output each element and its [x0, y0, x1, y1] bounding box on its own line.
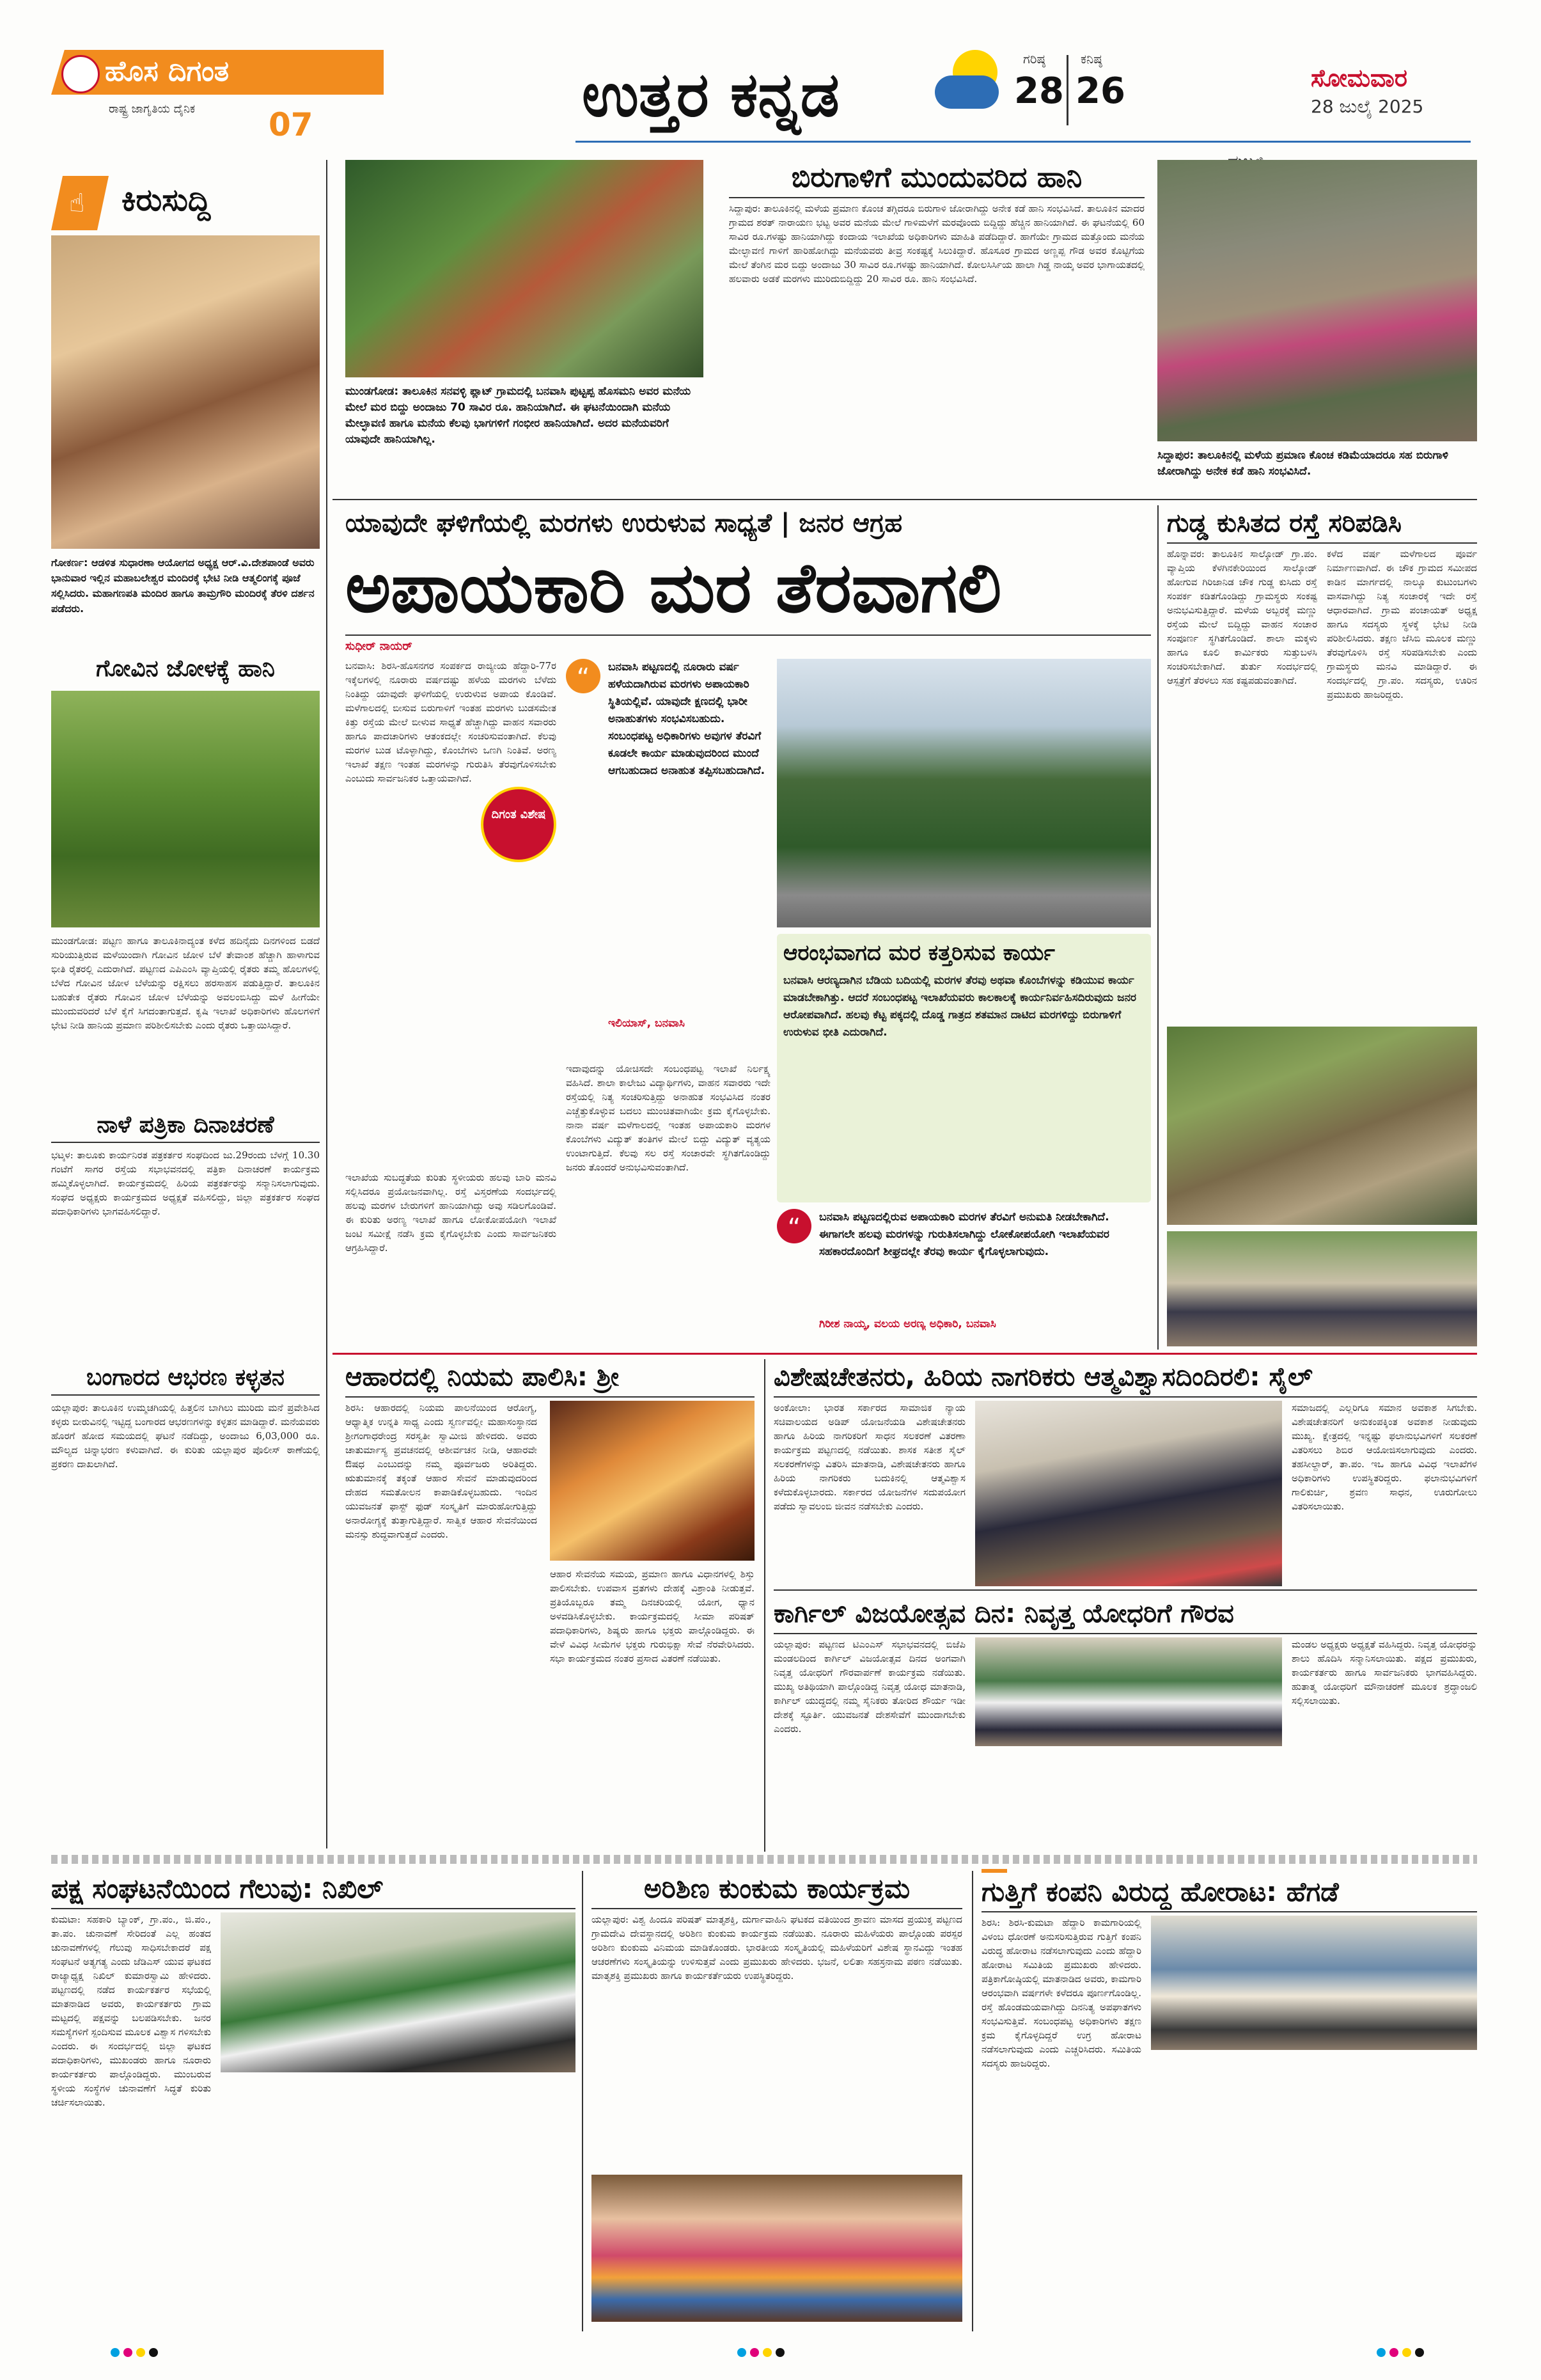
- roadside-trees-photo: [777, 659, 1151, 927]
- landslide-photo: [1167, 1027, 1477, 1225]
- food-story-text2: ಆಹಾರ ಸೇವನೆಯ ಸಮಯ, ಪ್ರಮಾಣ ಹಾಗೂ ವಿಧಾನಗಳಲ್ಲಿ ಶಿಸ್ತು ಪಾಲಿಸಬೇಕು. ಉಪವಾಸ ವ್ರತಗಳು ದೇಹಕ್ಕೆ ವಿಶ್ರಾಂತಿ ನೀಡುತ್ತವೆ. ಪ್ರತಿಯೊಬ್ಬರೂ ತಮ್ಮ ದಿನಚರಿಯಲ್ಲಿ ಯೋಗ, ಧ್ಯಾನ ಅಳವಡಿಸಿಕೊಳ್ಳಬೇಕು. ಕಾರ್ಯಕ್ರಮದಲ್ಲಿ ಸೀಮಾ ಪರಿಷತ್ ಪದಾಧಿಕಾರಿಗಳು, ಶಿಷ್ಯರು ಹಾಗೂ ಭಕ್ತರು ಪಾಲ್ಗೊಂಡಿದ್ದರು. ಈ ವೇಳೆ ವಿವಿಧ ಸೀಮೆಗಳ ಭಕ್ತರು ಗುರುಭಿಕ್ಷಾ ಸೇವೆ ನೆರವೇರಿಸಿದರು. ಸಭಾ ಕಾರ್ಯಕ್ರಮದ ನಂತರ ಪ್ರಸಾದ ವಿತರಣೆ ನಡೆಯಿತು.: [550, 1568, 755, 1664]
- road-story-text: ಹೊನ್ನಾವರ: ತಾಲೂಕಿನ ಸಾಲ್ಕೋಡ್ ಗ್ರಾ.ಪಂ. ವ್ಯಾಪ್ತಿಯ ಕೆಳಗಿನಕೇರಿಯಿಂದ ಸಾಲ್ಕೋಡ್ ಹೋಗುವ ಗಿರಿಜಾನಿಡ ಚೌಕ ಗುಡ್ಡ ಕುಸಿದು ರಸ್ತೆ ಸಂಪರ್ಕ ಕಡಿತಗೊಂಡಿದ್ದು ಗ್ರಾಮಸ್ಥರು ಸಂಕಷ್ಟ ಅನುಭವಿಸುತ್ತಿದ್ದಾರೆ. ಮಳೆಯ ಅಬ್ಬರಕ್ಕೆ ಮಣ್ಣು ರಸ್ತೆಯ ಮೇಲೆ ಬಿದ್ದಿದ್ದು ವಾಹನ ಸಂಚಾರ ಸಂಪೂರ್ಣ ಸ್ಥಗಿತಗೊಂಡಿದೆ. ಶಾಲಾ ಮಕ್ಕಳು ಹಾಗೂ ಕೂಲಿ ಕಾರ್ಮಿಕರು ಸುತ್ತುಬಳಸಿ ಸಂಚರಿಸಬೇಕಾಗಿದೆ. ತುರ್ತು ಸಂದರ್ಭದಲ್ಲಿ ಆಸ್ಪತ್ರೆಗೆ ತೆರಳಲು ಸಹ ಕಷ್ಟಪಡುವಂತಾಗಿದೆ.: [1167, 548, 1317, 686]
- pointing-hand-icon: ☝: [69, 189, 85, 218]
- kirusuddi-header: [51, 176, 320, 230]
- roadside-photo-title: ಆರಂಭವಾಗದ ಮರ ಕತ್ತರಿಸುವ ಕಾರ್ಯ: [783, 940, 1055, 966]
- kargil-story-title: ಕಾರ್ಗಿಲ್ ವಿಜಯೋತ್ಸವ ದಿನ: ನಿವೃತ್ತ ಯೋಧರಿಗೆ ಗೌರವ: [774, 1599, 1234, 1628]
- quote-mark-icon: “: [566, 659, 600, 693]
- left-story2-text: ಭಟ್ಕಳ: ತಾಲೂಕು ಕಾರ್ಯನಿರತ ಪತ್ರಕರ್ತರ ಸಂಘದಿಂದ ಜು.29ರಂದು ಬೆಳಗ್ಗೆ 10.30 ಗಂಟೆಗೆ ಸಾಗರ ರಸ್ತೆಯ ಸಭಾಭವನದಲ್ಲಿ ಪತ್ರಿಕಾ ದಿನಾಚರಣೆ ಕಾರ್ಯಕ್ರಮ ಹಮ್ಮಿಕೊಳ್ಳಲಾಗಿದೆ. ಕಾರ್ಯಕ್ರಮದಲ್ಲಿ ಹಿರಿಯ ಪತ್ರಕರ್ತರನ್ನು ಸನ್ಮಾನಿಸಲಾಗುವುದು. ಸಂಘದ ಅಧ್ಯಕ್ಷರು ಕಾರ್ಯಕ್ರಮದ ಅಧ್ಯಕ್ಷತೆ ವಹಿಸಲಿದ್ದು, ಜಿಲ್ಲಾ ಪತ್ರಕರ್ತರ ಸಂಘದ ಪದಾಧಿಕಾರಿಗಳು ಭಾಗವಹಿಸಲಿದ್ದಾರೆ.: [51, 1149, 320, 1217]
- divider: [774, 1633, 1477, 1634]
- column-divider: [582, 1871, 583, 2331]
- bottom-story3-accent-bar: [982, 1869, 1007, 1873]
- registration-marks-right: [1375, 2347, 1426, 2360]
- gokarna-photo: [51, 235, 320, 549]
- temp-min: 26: [1076, 70, 1125, 112]
- row-divider: [332, 499, 1477, 500]
- temp-max-label: ಗರಿಷ್ಠ: [1023, 51, 1045, 67]
- masthead-date: 28 ಜುಲೈ 2025: [1311, 96, 1424, 117]
- column-divider: [326, 160, 327, 1848]
- divider: [591, 1908, 962, 1909]
- corn-field-photo: [51, 691, 320, 927]
- disabled-story-text: ಅಂಕೋಲಾ: ಭಾರತ ಸರ್ಕಾರದ ಸಾಮಾಜಿಕ ನ್ಯಾಯ ಸಚಿವಾಲಯದ ಅಡಿಪ್ ಯೋಜನೆಯಡಿ ವಿಶೇಷಚೇತನರು ಹಾಗೂ ಹಿರಿಯ ನಾಗರಿಕರಿಗೆ ಸಾಧನ ಸಲಕರಣೆ ವಿತರಣಾ ಕಾರ್ಯಕ್ರಮ ಪಟ್ಟಣದಲ್ಲಿ ನಡೆಯಿತು. ಶಾಸಕ ಸತೀಶ ಸೈಲ್ ಸಲಕರಣೆಗಳನ್ನು ವಿತರಿಸಿ ಮಾತನಾಡಿ, ವಿಶೇಷಚೇತನರು ಹಾಗೂ ಹಿರಿಯ ನಾಗರಿಕರು ಬದುಕಿನಲ್ಲಿ ಆತ್ಮವಿಶ್ವಾಸ ಕಳೆದುಕೊಳ್ಳಬಾರದು. ಸರ್ಕಾರದ ಯೋಜನೆಗಳ ಸದುಪಯೋಗ ಪಡೆದು ಸ್ವಾವಲಂಬಿ ಜೀವನ ನಡೆಸಬೇಕು ಎಂದರು.: [774, 1402, 966, 1512]
- roadside-photo-body: ಬನವಾಸಿ ಆರಣ್ಯದಾಗಿನ ಬೆಡಿಯ ಬದಿಯಲ್ಲಿ ಮರಗಳ ತೆರವು ಅಥವಾ ಕೊಂಬೆಗಳನ್ನು ಕಡಿಯುವ ಕಾರ್ಯ ಮಾಡಬೇಕಾಗಿತ್ತು. ಆದರೆ ಸಂಬಂಧಪಟ್ಟ ಇಲಾಖೆಯವರು ಕಾಲಕಾಲಕ್ಕೆ ಕಾರ್ಯನಿರ್ವಹಿಸದಿರುವುದು ಜನರ ಆರೋಪವಾಗಿದೆ. ಹಲವು ಕೆಟ್ಟ ಪಕ್ಕದಲ್ಲಿ ದೊಡ್ಡ ಗಾತ್ರದ ಶತಮಾನ ದಾಟಿದ ಮರಗಳಿದ್ದು ಬಿರುಗಾಳಿಗೆ ಉರುಳುವ ಭೀತಿ ಎದುರಾಗಿದೆ.: [783, 974, 1137, 1039]
- logo-text: ಹೊಸ ದಿಗಂತ: [105, 55, 230, 88]
- lead-text-a: ಬನವಾಸಿ: ಶಿರಸಿ-ಹೊಸನಗರ ಸಂಪರ್ಕದ ರಾಜ್ಯೀಯ ಹೆದ್ದಾರಿ-77ರ ಇಕ್ಕೆಲಗಳಲ್ಲಿ ನೂರಾರು ವರ್ಷದಷ್ಟು ಹಳೆಯ ಮರಗಳು ಬೆಳೆದು ನಿಂತಿದ್ದು ಯಾವುದೇ ಘಳಿಗೆಯಲ್ಲಿ ಉರುಳುವ ಅಪಾಯ ಕೊಂಡಿವೆ. ಮಳೆಗಾಲದಲ್ಲಿ ಬೀಸುವ ಬಿರುಗಾಳಿಗೆ ಇಂತಹ ಮರಗಳು ಬುಡಸಮೇತ ಕಿತ್ತು ರಸ್ತೆಯ ಮೇಲೆ ಬೀಳುವ ಸಾಧ್ಯತೆ ಹೆಚ್ಚಾಗಿದ್ದು ವಾಹನ ಸವಾರರು ಹಾಗೂ ಪಾದಚಾರಿಗಳು ಆತಂಕದಲ್ಲೇ ಸಂಚರಿಸುವಂತಾಗಿದೆ. ಕೆಲವು ಮರಗಳ ಬುಡ ಟೊಳ್ಳಾಗಿದ್ದು, ಕೊಂಬೆಗಳು ಒಣಗಿ ನಿಂತಿವೆ. ಅರಣ್ಯ ಇಲಾಖೆ ತಕ್ಷಣ ಇಂತಹ ಮರಗಳನ್ನು ಗುರುತಿಸಿ ತೆರವುಗೊಳಿಸಬೇಕು ಎಂಬುದು ಸಾರ್ವಜನಿಕರ ಒತ್ತಾಯವಾಗಿದೆ.: [345, 660, 556, 784]
- quote-box-1: [566, 659, 770, 1055]
- divider: [51, 1142, 320, 1143]
- quote-box-2: [777, 1209, 1151, 1343]
- quote-1-text: ಬನವಾಸಿ ಪಟ್ಟಣದಲ್ಲಿ ನೂರಾರು ವರ್ಷ ಹಳೆಯದಾಗಿರುವ ಮರಗಳು ಅಪಾಯಕಾರಿ ಸ್ಥಿತಿಯಲ್ಲಿವೆ. ಯಾವುದೇ ಕ್ಷಣದಲ್ಲಿ ಭಾರೀ ಅನಾಹುತಗಳು ಸಂಭವಿಸಬಹುದು. ಸಂಬಂಧಪಟ್ಟ ಅಧಿಕಾರಿಗಳು ಅವುಗಳ ತೆರವಿಗೆ ಕೂಡಲೇ ಕಾರ್ಯ ಮಾಡುವುದರಿಂದ ಮುಂದೆ ಆಗಬಹುದಾದ ಅನಾಹುತ ತಪ್ಪಿಸಬಹುದಾಗಿದೆ.: [608, 661, 765, 777]
- divider: [51, 1908, 575, 1909]
- road-story-text2: ಕಳೆದ ವರ್ಷ ಮಳೆಗಾಲದ ಪೂರ್ವ ನಿರ್ಮಾಣವಾಗಿದೆ. ಈ ಚೌಕ ಗ್ರಾಮದ ಸಮೀಪದ ಕಾಡಿನ ಮಾರ್ಗದಲ್ಲಿ ನಾಲ್ಕೂ ಕುಟುಂಬಗಳು ವಾಸವಾಗಿದ್ದು ನಿತ್ಯ ಸಂಚಾರಕ್ಕೆ ಇದೇ ರಸ್ತೆ ಆಧಾರವಾಗಿದೆ. ಗ್ರಾಮ ಪಂಚಾಯತ್ ಅಧ್ಯಕ್ಷ ಹಾಗೂ ಸದಸ್ಯರು ಸ್ಥಳಕ್ಕೆ ಭೇಟಿ ನೀಡಿ ಪರಿಶೀಲಿಸಿದರು. ತಕ್ಷಣ ಜೆಸಿಬಿ ಮೂಲಕ ಮಣ್ಣು ತೆರವುಗೊಳಿಸಿ ರಸ್ತೆ ಸರಿಪಡಿಸಬೇಕು ಎಂದು ಗ್ರಾಮಸ್ಥರು ಮನವಿ ಮಾಡಿದ್ದಾರೆ. ಈ ಸಂದರ್ಭದಲ್ಲಿ ಗ್ರಾ.ಪಂ. ಸದಸ್ಯರು, ಊರಿನ ಪ್ರಮುಖರು ಹಾಜರಿದ್ದರು.: [1327, 548, 1477, 700]
- road-story-title: ಗುಡ್ಡ ಕುಸಿತದ ರಸ್ತೆ ಸರಿಪಡಿಸಿ: [1167, 508, 1402, 538]
- page-number: 07: [269, 106, 313, 143]
- left-story1-text: ಮುಂಡಗೋಡ: ಪಟ್ಟಣ ಹಾಗೂ ತಾಲೂಕಿನಾದ್ಯಂತ ಕಳೆದ ಹದಿನೈದು ದಿನಗಳಿಂದ ಬಿಡದೆ ಸುರಿಯುತ್ತಿರುವ ಮಳೆಯಿಂದಾಗಿ ಗೋವಿನ ಜೋಳ ಬೆಳೆ ತೇವಾಂಶ ಹೆಚ್ಚಾಗಿ ಹಾಳಾಗುವ ಭೀತಿ ರೈತರಲ್ಲಿ ಎದುರಾಗಿದೆ. ಪಟ್ಟಣದ ಎಪಿಎಂಸಿ ವ್ಯಾಪ್ತಿಯಲ್ಲಿ ರೈತರು ತಮ್ಮ ಹೊಲಗಳಲ್ಲಿ ಬೆಳೆದ ಗೋವಿನ ಜೋಳ ಬೆಳೆಯನ್ನು ರಕ್ಷಿಸಲು ಹರಸಾಹಸ ಪಡುತ್ತಿದ್ದಾರೆ. ತಾಲೂಕಿನ ಬಹುತೇಕ ರೈತರು ಗೋವಿನ ಜೋಳ ಬೆಳೆಯನ್ನು ಅವಲಂಬಿಸಿದ್ದು ಮಳೆ ಹೀಗೆಯೇ ಮುಂದುವರಿದರೆ ಬೆಳೆ ಕೈಗೆ ಸಿಗದಂತಾಗುತ್ತದೆ. ಕೃಷಿ ಇಲಾಖೆ ಅಧಿಕಾರಿಗಳು ಹೊಲಗಳಿಗೆ ಭೇಟಿ ನೀಡಿ ಹಾನಿಯ ಪ್ರಮಾಣ ಪರಿಶೀಲಿಸಬೇಕು ಎಂದು ರೈತರು ಒತ್ತಾಯಿಸಿದ್ದಾರೆ.: [51, 935, 320, 1031]
- column-divider: [764, 1359, 765, 1852]
- left-story3-title: ಬಂಗಾರದ ಆಭರಣ ಕಳ್ಳತನ: [86, 1364, 285, 1391]
- collapsed-house-caption: ಸಿದ್ದಾಪುರ: ತಾಲೂಕಿನಲ್ಲಿ ಮಳೆಯ ಪ್ರಮಾಣ ಕೊಂಚ ಕಡಿಮೆಯಾದರೂ ಸಹ ಬಿರುಗಾಳಿ ಜೋರಾಗಿದ್ದು ಅನೇಕ ಕಡೆ ಹಾನಿ ಸಂಭವಿಸಿದೆ.: [1157, 449, 1449, 478]
- women-group-photo: [591, 2175, 962, 2322]
- masthead-day: ಸೋಮವಾರ: [1311, 64, 1407, 92]
- quote-2-byline: ಗಿರೀಶ ನಾಯ್ಕ, ವಲಯ ಅರಣ್ಯ ಅಧಿಕಾರಿ, ಬನವಾಸಿ: [819, 1318, 996, 1330]
- registration-marks-center: [735, 2347, 786, 2360]
- tree-fall-caption: ಮುಂಡಗೋಡ: ತಾಲೂಕಿನ ಸನವಳ್ಳಿ ಪ್ಲಾಟ್ ಗ್ರಾಮದಲ್ಲಿ ಬನವಾಸಿ ಪುಟ್ಟಪ್ಪ ಹೊಸಮನಿ ಅವರ ಮನೆಯ ಮೇಲೆ ಮರ ಬಿದ್ದು ಅಂದಾಜು 70 ಸಾವಿರ ರೂ. ಹಾನಿಯಾಗಿದೆ. ಈ ಘಟನೆಯಿಂದಾಗಿ ಮನೆಯ ಮೇಲ್ಛಾವಣಿ ಹಾಗೂ ಮನೆಯ ಕೆಲವು ಭಾಗಗಳಿಗೆ ಗಂಭೀರ ಹಾನಿಯಾಗಿದೆ. ಅದರ ಮನೆಯವರಿಗೆ ಯಾವುದೇ ಹಾನಿಯಾಗಿಲ್ಲ.: [345, 385, 691, 446]
- logo-block: [51, 50, 384, 143]
- kirusuddi-title: ಕಿರುಸುದ್ದಿ: [121, 182, 211, 218]
- row-divider: [774, 1589, 1477, 1591]
- lead-text-c: ಇಲಾಖೆಯ ಸುಬದ್ಧತೆಯ ಕುರಿತು ಸ್ಥಳೀಯರು ಹಲವು ಬಾರಿ ಮನವಿ ಸಲ್ಲಿಸಿದರೂ ಪ್ರಯೋಜನವಾಗಿಲ್ಲ. ರಸ್ತೆ ವಿಸ್ತರಣೆಯ ಸಂದರ್ಭದಲ್ಲಿ ಹಲವು ಮರಗಳ ಬೇರುಗಳಿಗೆ ಹಾನಿಯಾಗಿದ್ದು ಅವು ಸಡಿಲಗೊಂಡಿವೆ. ಈ ಕುರಿತು ಅರಣ್ಯ ಇಲಾಖೆ ಹಾಗೂ ಲೋಕೋಪಯೋಗಿ ಇಲಾಖೆ ಜಂಟಿ ಸಮೀಕ್ಷೆ ನಡೆಸಿ ಕ್ರಮ ಕೈಗೊಳ್ಳಬೇಕು ಎಂದು ಸಾರ್ವಜನಿಕರು ಆಗ್ರಹಿಸಿದ್ದಾರೆ.: [345, 1172, 556, 1254]
- bottom-story1-text: ಕುಮಟಾ: ಸಹಕಾರಿ ಬ್ಯಾಂಕ್, ಗ್ರಾ.ಪಂ., ಜಿ.ಪಂ., ತಾ.ಪಂ. ಚುನಾವಣೆ ಸೇರಿದಂತೆ ಎಲ್ಲ ಹಂತದ ಚುನಾವಣೆಗಳಲ್ಲಿ ಗೆಲುವು ಸಾಧಿಸಬೇಕಾದರೆ ಪಕ್ಷ ಸಂಘಟನೆ ಅತ್ಯಗತ್ಯ ಎಂದು ಜೆಡಿಎಸ್ ಯುವ ಘಟಕದ ರಾಜ್ಯಾಧ್ಯಕ್ಷ ನಿಖಿಲ್ ಕುಮಾರಸ್ವಾಮಿ ಹೇಳಿದರು. ಪಟ್ಟಣದಲ್ಲಿ ನಡೆದ ಕಾರ್ಯಕರ್ತರ ಸಭೆಯಲ್ಲಿ ಮಾತನಾಡಿದ ಅವರು, ಕಾರ್ಯಕರ್ತರು ಗ್ರಾಮ ಮಟ್ಟದಲ್ಲಿ ಪಕ್ಷವನ್ನು ಬಲಪಡಿಸಬೇಕು. ಜನರ ಸಮಸ್ಯೆಗಳಿಗೆ ಸ್ಪಂದಿಸುವ ಮೂಲಕ ವಿಶ್ವಾಸ ಗಳಿಸಬೇಕು ಎಂದರು. ಈ ಸಂದರ್ಭದಲ್ಲಿ ಜಿಲ್ಲಾ ಘಟಕದ ಪದಾಧಿಕಾರಿಗಳು, ಮುಖಂಡರು ಹಾಗೂ ನೂರಾರು ಕಾರ್ಯಕರ್ತರು ಪಾಲ್ಗೊಂಡಿದ್ದರು. ಮುಂಬರುವ ಸ್ಥಳೀಯ ಸಂಸ್ಥೆಗಳ ಚುನಾವಣೆಗೆ ಸಿದ್ಧತೆ ಕುರಿತು ಚರ್ಚಿಸಲಾಯಿತು.: [51, 1914, 211, 2108]
- edition-title: ಉತ್ತರ ಕನ್ನಡ: [582, 59, 840, 130]
- food-story-title: ಆಹಾರದಲ್ಲಿ ನಿಯಮ ಪಾಲಿಸಿ: ಶ್ರೀ: [345, 1362, 620, 1392]
- bottom-divider: [51, 1855, 1477, 1864]
- disabled-story-text2: ಸಮಾಜದಲ್ಲಿ ಎಲ್ಲರಿಗೂ ಸಮಾನ ಅವಕಾಶ ಸಿಗಬೇಕು. ವಿಶೇಷಚೇತನರಿಗೆ ಅನುಕಂಪಕ್ಕಿಂತ ಅವಕಾಶ ನೀಡುವುದು ಮುಖ್ಯ. ಕ್ಷೇತ್ರದಲ್ಲಿ ಇನ್ನಷ್ಟು ಫಲಾನುಭವಿಗಳಿಗೆ ಸಲಕರಣೆ ವಿತರಿಸಲು ಶಿಬಿರ ಆಯೋಜಿಸಲಾಗುವುದು ಎಂದರು. ತಹಸೀಲ್ದಾರ್, ತಾ.ಪಂ. ಇಒ ಹಾಗೂ ವಿವಿಧ ಇಲಾಖೆಗಳ ಅಧಿಕಾರಿಗಳು ಉಪಸ್ಥಿತರಿದ್ದರು. ಫಲಾನುಭವಿಗಳಿಗೆ ಗಾಲಿಕುರ್ಚಿ, ಶ್ರವಣ ಸಾಧನ, ಊರುಗೋಲು ವಿತರಿಸಲಾಯಿತು.: [1292, 1402, 1477, 1512]
- logo-emblem-icon: [61, 55, 100, 93]
- caption-box: [777, 934, 1151, 1202]
- quote-1-byline: ಇಲಿಯಾಸ್, ಬನವಾಸಿ: [608, 1017, 685, 1030]
- divider: [774, 1396, 1477, 1398]
- kargil-story-text: ಯಲ್ಲಾಪುರ: ಪಟ್ಟಣದ ಟಿಎಂಎಸ್ ಸಭಾಭವನದಲ್ಲಿ ಬಿಜೆಪಿ ಮಂಡಲದಿಂದ ಕಾರ್ಗಿಲ್ ವಿಜಯೋತ್ಸವ ದಿನದ ಅಂಗವಾಗಿ ನಿವೃತ್ತ ಯೋಧರಿಗೆ ಗೌರವಾರ್ಪಣೆ ಕಾರ್ಯಕ್ರಮ ನಡೆಯಿತು. ಮುಖ್ಯ ಅತಿಥಿಯಾಗಿ ಪಾಲ್ಗೊಂಡಿದ್ದ ನಿವೃತ್ತ ಯೋಧ ಮಾತನಾಡಿ, ಕಾರ್ಗಿಲ್ ಯುದ್ಧದಲ್ಲಿ ನಮ್ಮ ಸೈನಿಕರು ತೋರಿದ ಶೌರ್ಯ ಇಡೀ ದೇಶಕ್ಕೆ ಸ್ಫೂರ್ತಿ. ಯುವಜನತೆ ದೇಶಸೇವೆಗೆ ಮುಂದಾಗಬೇಕು ಎಂದರು.: [774, 1639, 966, 1735]
- row-divider: [332, 1353, 1477, 1355]
- bottom-story3-text: ಶಿರಸಿ: ಶಿರಸಿ-ಕುಮಟಾ ಹೆದ್ದಾರಿ ಕಾಮಗಾರಿಯಲ್ಲಿ ವಿಳಂಬ ಧೋರಣೆ ಅನುಸರಿಸುತ್ತಿರುವ ಗುತ್ತಿಗೆ ಕಂಪನಿ ವಿರುದ್ಧ ಹೋರಾಟ ನಡೆಸಲಾಗುವುದು ಎಂದು ಹೆದ್ದಾರಿ ಹೋರಾಟ ಸಮಿತಿಯ ಪ್ರಮುಖರು ಹೇಳಿದರು. ಪತ್ರಿಕಾಗೋಷ್ಠಿಯಲ್ಲಿ ಮಾತನಾಡಿದ ಅವರು, ಕಾಮಗಾರಿ ಆರಂಭವಾಗಿ ವರ್ಷಗಳೇ ಕಳೆದರೂ ಪೂರ್ಣಗೊಂಡಿಲ್ಲ. ರಸ್ತೆ ಹೊಂಡಮಯವಾಗಿದ್ದು ದಿನನಿತ್ಯ ಅಪಘಾತಗಳು ಸಂಭವಿಸುತ್ತಿವೆ. ಸಂಬಂಧಪಟ್ಟ ಅಧಿಕಾರಿಗಳು ತಕ್ಷಣ ಕ್ರಮ ಕೈಗೊಳ್ಳದಿದ್ದರೆ ಉಗ್ರ ಹೋರಾಟ ನಡೆಸಲಾಗುವುದು ಎಂದು ಎಚ್ಚರಿಸಿದರು. ಸಮಿತಿಯ ಸದಸ್ಯರು ಹಾಜರಿದ್ದರು.: [982, 1917, 1141, 2069]
- temp-max: 28: [1014, 70, 1064, 112]
- equipment-distribution-photo: [975, 1401, 1282, 1586]
- wind-story-title: ಬಿರುಗಾಳಿಗೆ ಮುಂದುವರಿದ ಹಾನಿ: [791, 161, 1083, 194]
- digantha-vishesha-badge: [481, 787, 556, 862]
- divider: [345, 1396, 755, 1398]
- weather-cloud-icon: [935, 75, 999, 109]
- press-meet-photo: [1151, 1916, 1477, 2050]
- swamiji-photo: [550, 1401, 755, 1561]
- divider: [345, 634, 1151, 636]
- bottom-story2-title: ಅರಿಶಿಣ ಕುಂಕುಮ ಕಾರ್ಯಕ್ರಮ: [643, 1873, 911, 1904]
- left-story3-text: ಯಲ್ಲಾಪುರ: ತಾಲೂಕಿನ ಉಮ್ಮಚಗಿಯಲ್ಲಿ ಹಿತ್ತಲಿನ ಬಾಗಿಲು ಮುರಿದು ಮನೆ ಪ್ರವೇಶಿಸಿದ ಕಳ್ಳರು ಬೀರುವಿನಲ್ಲಿ ಇಟ್ಟಿದ್ದ ಬಂಗಾರದ ಆಭರಣಗಳನ್ನು ಕಳ್ಳತನ ಮಾಡಿದ್ದಾರೆ. ಮನೆಯವರು ಹೊರಗೆ ಹೋದ ಸಮಯದಲ್ಲಿ ಘಟನೆ ನಡೆದಿದ್ದು, ಅಂದಾಜು 6,03,000 ರೂ. ಮೌಲ್ಯದ ಚಿನ್ನಾಭರಣ ಕಳುವಾಗಿದೆ. ಈ ಕುರಿತು ಯಲ್ಲಾಪುರ ಪೊಲೀಸ್ ಠಾಣೆಯಲ್ಲಿ ಪ್ರಕರಣ ದಾಖಲಾಗಿದೆ.: [51, 1402, 320, 1470]
- lead-kicker: ಯಾವುದೇ ಘಳಿಗೆಯಲ್ಲಿ ಮರಗಳು ಉರುಳುವ ಸಾಧ್ಯತೆ | ಜನರ ಆಗ್ರಹ: [345, 508, 903, 538]
- temp-divider: [1067, 55, 1068, 125]
- divider: [1167, 542, 1477, 544]
- masthead: [0, 0, 1541, 154]
- divider: [982, 1911, 1477, 1912]
- inspection-photo: [1167, 1231, 1477, 1346]
- bottom-story2-text: ಯಲ್ಲಾಪುರ: ವಿಶ್ವ ಹಿಂದೂ ಪರಿಷತ್ ಮಾತೃಶಕ್ತಿ, ದುರ್ಗಾವಾಹಿನಿ ಘಟಕದ ವತಿಯಿಂದ ಶ್ರಾವಣ ಮಾಸದ ಪ್ರಯುಕ್ತ ಪಟ್ಟಣದ ಗ್ರಾಮದೇವಿ ದೇವಸ್ಥಾನದಲ್ಲಿ ಅರಿಶಿಣ ಕುಂಕುಮ ಕಾರ್ಯಕ್ರಮ ನಡೆಯಿತು. ನೂರಾರು ಮಹಿಳೆಯರು ಪಾಲ್ಗೊಂಡು ಪರಸ್ಪರ ಅರಿಶಿಣ ಕುಂಕುಮ ವಿನಿಮಯ ಮಾಡಿಕೊಂಡರು. ಭಾರತೀಯ ಸಂಸ್ಕೃತಿಯಲ್ಲಿ ಮಹಿಳೆಯರಿಗೆ ವಿಶೇಷ ಸ್ಥಾನವಿದ್ದು ಇಂತಹ ಆಚರಣೆಗಳು ಸಂಸ್ಕೃತಿಯನ್ನು ಉಳಿಸುತ್ತವೆ ಎಂದು ಪ್ರಮುಖರು ಹೇಳಿದರು. ಭಜನೆ, ಲಲಿತಾ ಸಹಸ್ರನಾಮ ಪಠಣ ನಡೆಯಿತು. ಮಾತೃಶಕ್ತಿ ಪ್ರಮುಖರು ಹಾಗೂ ಕಾರ್ಯಕರ್ತೆಯರು ಉಪಸ್ಥಿತರಿದ್ದರು.: [591, 1914, 962, 1982]
- wind-story-text: ಸಿದ್ದಾಪುರ: ತಾಲೂಕಿನಲ್ಲಿ ಮಳೆಯ ಪ್ರಮಾಣ ಕೊಂಚ ತಗ್ಗಿದರೂ ಬಿರುಗಾಳಿ ಜೋರಾಗಿದ್ದು ಅನೇಕ ಕಡೆ ಹಾನಿ ಸಂಭವಿಸಿದೆ. ತಾಲೂಕಿನ ಮಾದರ ಗ್ರಾಮದ ಶರತ್ ನಾರಾಯಣ ಭಟ್ಟ ಅವರ ಮನೆಯ ಮೇಲೆ ಗಾಳಿಮಳೆಗೆ ಮರವೊಂದು ಬಿದ್ದಿದ್ದು ಹೆಚ್ಚಿನ ಹಾನಿಯಾಗಿದೆ. ಈ ಘಟನೆಯಲ್ಲಿ 60 ಸಾವಿರ ರೂ.ಗಳಷ್ಟು ಹಾನಿಯಾಗಿದ್ದು ಕಂದಾಯ ಇಲಾಖೆಯ ಅಧಿಕಾರಿಗಳು ಮಾಹಿತಿ ಪಡೆದಿದ್ದಾರೆ. ಹಾಗೆಯೇ ಗ್ರಾಮದ ಮತ್ತೊಂದು ಮನೆಯ ಮೇಲ್ಛಾವಣಿ ಗಾಳಿಗೆ ಹಾರಿಹೋಗಿದ್ದು ಮನೆಯವರು ತೀವ್ರ ಸಂಕಷ್ಟಕ್ಕೆ ಸಿಲುಕಿದ್ದಾರೆ. ಹೊಸೂರ ಗ್ರಾಮದ ಅಣ್ಣಪ್ಪ ಗೌಡ ಅವರ ಕೊಟ್ಟಿಗೆಯ ಮೇಲೆ ತೆಂಗಿನ ಮರ ಬಿದ್ದು ಅಂದಾಜು 30 ಸಾವಿರ ರೂ.ಗಳಷ್ಟು ಹಾನಿಯಾಗಿದೆ. ಕೋಲಸಿರ್ಸಿಯ ಹಾಲಾ ಗಿಡ್ಡ ನಾಯ್ಕ ಅವರ ಭಾಗಾಯತದಲ್ಲಿ ಹಲವಾರು ಅಡಕೆ ಮರಗಳು ಮುರಿದುಬಿದ್ದಿದ್ದು 20 ಸಾವಿರ ರೂ. ಹಾನಿ ಸಂಭವಿಸಿದೆ.: [729, 203, 1145, 285]
- column-divider: [1157, 505, 1159, 1350]
- bottom-story1-title: ಪಕ್ಷ ಸಂಘಟನೆಯಿಂದ ಗೆಲುವು: ನಿಖಿಲ್: [51, 1873, 384, 1904]
- tree-fall-photo: [345, 160, 703, 377]
- lead-text-b: ಇದಾವುದನ್ನು ಯೋಚಿಸದೇ ಸಂಬಂಧಪಟ್ಟ ಇಲಾಖೆ ನಿರ್ಲಕ್ಷ್ಯ ವಹಿಸಿದೆ. ಶಾಲಾ ಕಾಲೇಜು ವಿದ್ಯಾರ್ಥಿಗಳು, ವಾಹನ ಸವಾರರು ಇದೇ ರಸ್ತೆಯಲ್ಲಿ ನಿತ್ಯ ಸಂಚರಿಸುತ್ತಿದ್ದು ಅನಾಹುತ ಸಂಭವಿಸಿದ ನಂತರ ಎಚ್ಚೆತ್ತುಕೊಳ್ಳುವ ಬದಲು ಮುಂಚಿತವಾಗಿಯೇ ಕ್ರಮ ಕೈಗೊಳ್ಳಬೇಕು. ನಾನಾ ವರ್ಷ ಮಳೆಗಾಲದಲ್ಲಿ ಇಂತಹ ಅಪಾಯಕಾರಿ ಮರಗಳ ಕೊಂಬೆಗಳು ವಿದ್ಯುತ್ ತಂತಿಗಳ ಮೇಲೆ ಬಿದ್ದು ವಿದ್ಯುತ್ ವ್ಯತ್ಯಯ ಉಂಟಾಗುತ್ತಿದೆ. ಕೆಲವು ಸಲ ರಸ್ತೆ ಸಂಚಾರವೇ ಸ್ಥಗಿತಗೊಂಡಿದ್ದು ಜನರು ತೊಂದರೆ ಅನುಭವಿಸುವಂತಾಗಿದೆ.: [566, 1063, 770, 1173]
- lead-title: ಅಪಾಯಕಾರಿ ಮರ ತೆರವಾಗಲಿ: [345, 548, 1002, 628]
- temp-min-label: ಕನಿಷ್ಠ: [1081, 51, 1102, 67]
- badge-label: ದಿಗಂತ ವಿಶೇಷ: [491, 808, 546, 821]
- quote-mark-icon: “: [777, 1209, 811, 1243]
- lead-byline: ಸುಧೀರ್ ನಾಯರ್: [345, 640, 412, 653]
- collapsed-house-photo: [1157, 160, 1477, 441]
- kargil-story-text2: ಮಂಡಲ ಅಧ್ಯಕ್ಷರು ಅಧ್ಯಕ್ಷತೆ ವಹಿಸಿದ್ದರು. ನಿವೃತ್ತ ಯೋಧರನ್ನು ಶಾಲು ಹೊದಿಸಿ ಸನ್ಮಾನಿಸಲಾಯಿತು. ಪಕ್ಷದ ಪ್ರಮುಖರು, ಕಾರ್ಯಕರ್ತರು ಹಾಗೂ ಸಾರ್ವಜನಿಕರು ಭಾಗವಹಿಸಿದ್ದರು. ಹುತಾತ್ಮ ಯೋಧರಿಗೆ ಮೌನಾಚರಣೆ ಮೂಲಕ ಶ್ರದ್ಧಾಂಜಲಿ ಸಲ್ಲಿಸಲಾಯಿತು.: [1292, 1639, 1477, 1706]
- bottom-story3-title: ಗುತ್ತಿಗೆ ಕಂಪನಿ ವಿರುದ್ಧ ಹೋರಾಟ: ಹೆಗಡೆ: [982, 1876, 1339, 1907]
- food-story-text: ಶಿರಸಿ: ಆಹಾರದಲ್ಲಿ ನಿಯಮ ಪಾಲನೆಯಿಂದ ಆರೋಗ್ಯ, ಆಧ್ಯಾತ್ಮಿಕ ಉನ್ನತಿ ಸಾಧ್ಯ ಎಂದು ಸ್ವರ್ಣವಲ್ಲೀ ಮಹಾಸಂಸ್ಥಾನದ ಶ್ರೀಗಂಗಾಧರೇಂದ್ರ ಸರಸ್ವತೀ ಸ್ವಾಮೀಜಿ ಹೇಳಿದರು. ಅವರು ಚಾತುರ್ಮಾಸ್ಯ ಪ್ರವಚನದಲ್ಲಿ ಆಶೀರ್ವಚನ ನೀಡಿ, ಆಹಾರವೇ ಔಷಧ ಎಂಬುದನ್ನು ನಮ್ಮ ಪೂರ್ವಜರು ಅರಿತಿದ್ದರು. ಋತುಮಾನಕ್ಕೆ ತಕ್ಕಂತೆ ಆಹಾರ ಸೇವನೆ ಮಾಡುವುದರಿಂದ ದೇಹದ ಸಮತೋಲನ ಕಾಪಾಡಿಕೊಳ್ಳಬಹುದು. ಇಂದಿನ ಯುವಜನತೆ ಫಾಸ್ಟ್ ಫುಡ್ ಸಂಸ್ಕೃತಿಗೆ ಮಾರುಹೋಗುತ್ತಿದ್ದು ಅನಾರೋಗ್ಯಕ್ಕೆ ತುತ್ತಾಗುತ್ತಿದ್ದಾರೆ. ಸಾತ್ವಿಕ ಆಹಾರ ಸೇವನೆಯಿಂದ ಮನಸ್ಸು ಶುದ್ಧವಾಗುತ್ತದೆ ಎಂದರು.: [345, 1402, 537, 1540]
- veterans-photo: [975, 1637, 1282, 1746]
- registration-marks-left: [109, 2347, 160, 2360]
- left-story2-title: ನಾಳೆ ಪತ್ರಿಕಾ ದಿನಾಚರಣೆ: [97, 1112, 274, 1138]
- left-story1-title: ಗೋವಿನ ಜೋಳಕ್ಕೆ ಹಾನಿ: [96, 656, 275, 682]
- jds-meeting-photo: [221, 1912, 575, 2072]
- gokarna-caption: ಗೋಕರ್ಣ: ಆಡಳಿತ ಸುಧಾರಣಾ ಆಯೋಗದ ಅಧ್ಯಕ್ಷ ಆರ್.ವಿ.ದೇಶಪಾಂಡೆ ಅವರು ಭಾನುವಾರ ಇಲ್ಲಿನ ಮಹಾಬಲೇಶ್ವರ ಮಂದಿರಕ್ಕೆ ಭೇಟಿ ನೀಡಿ ಆತ್ಮಲಿಂಗಕ್ಕೆ ಪೂಜೆ ಸಲ್ಲಿಸಿದರು. ಮಹಾಗಣಪತಿ ಮಂದಿರ ಹಾಗೂ ತಾಮ್ರಗೌರಿ ಮಂದಿರಕ್ಕೆ ತೆರಳಿ ದರ್ಶನ ಪಡೆದರು.: [51, 556, 315, 615]
- disabled-story-title: ವಿಶೇಷಚೇತನರು, ಹಿರಿಯ ನಾಗರಿಕರು ಆತ್ಮವಿಶ್ವಾಸದಿಂದಿರಲಿ: ಸೈಲ್: [774, 1362, 1313, 1392]
- column-divider: [972, 1871, 973, 2331]
- divider: [729, 197, 1145, 198]
- divider: [51, 1394, 320, 1396]
- logo-tagline: ರಾಷ್ಟ್ರ ಜಾಗೃತಿಯ ದೈನಿಕ: [109, 102, 196, 116]
- quote-2-text: ಬನವಾಸಿ ಪಟ್ಟಣದಲ್ಲಿರುವ ಅಪಾಯಕಾರಿ ಮರಗಳ ತೆರವಿಗೆ ಅನುಮತಿ ನೀಡಬೇಕಾಗಿದೆ. ಈಗಾಗಲೇ ಹಲವು ಮರಗಳನ್ನು ಗುರುತಿಸಲಾಗಿದ್ದು ಲೋಕೋಪಯೋಗಿ ಇಲಾಖೆಯವರ ಸಹಕಾರದೊಂದಿಗೆ ಶೀಘ್ರದಲ್ಲೇ ತೆರವು ಕಾರ್ಯ ಕೈಗೊಳ್ಳಲಾಗುವುದು.: [819, 1211, 1109, 1258]
